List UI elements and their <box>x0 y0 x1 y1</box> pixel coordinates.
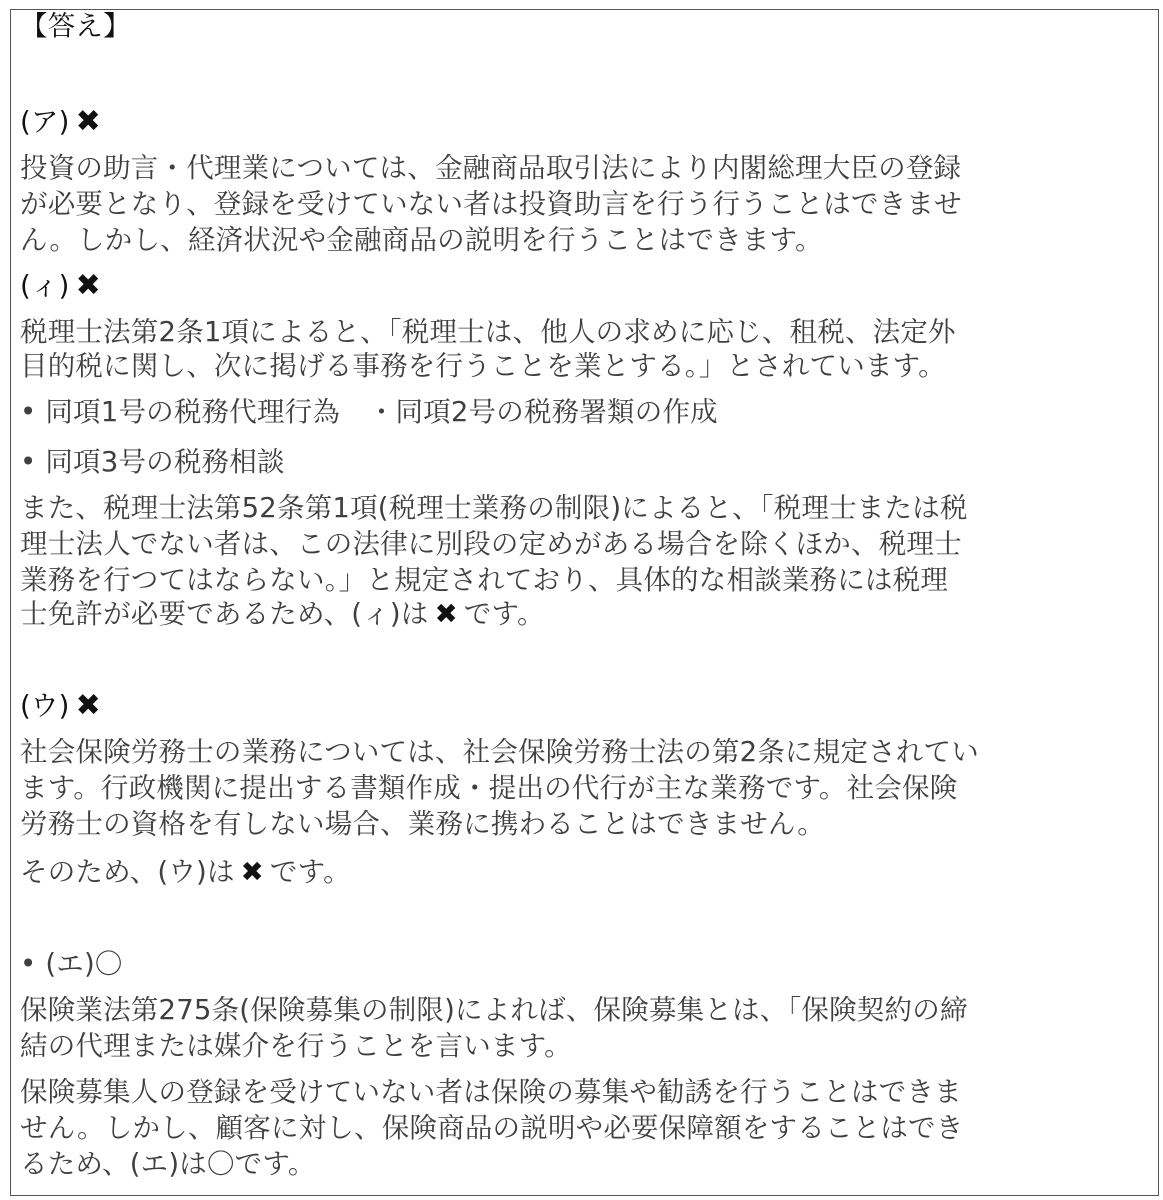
item-u-line-1: 社会保険労務士の業務については、社会保険労務士法の第2条に規定されてい <box>20 736 979 768</box>
item-i-para2-line-3: 業務を行つてはならない。」と規定されており、具体的な相談業務には税理 <box>20 564 949 596</box>
item-u-line-2: ます。行政機関に提出する書類作成・提出の代行が主な業務です。社会保険 <box>20 772 958 804</box>
item-i-label: (ィ) ✖ <box>20 268 101 303</box>
item-a-line-2: が必要となり、登録を受けていない者は投資助言を行う行うことはできませ <box>20 188 962 220</box>
item-i-para2-line-2: 理士法人でない者は、この法律に別段の定めがある場合を除くほか、税理士 <box>20 528 962 560</box>
item-u-line-3: 労務士の資格を有しない場合、業務に携わることはできません。 <box>20 808 825 840</box>
item-i-line-2: 目的税に関し、次に掲げる事務を行うことを業とする。」とされています。 <box>20 350 946 382</box>
item-i-para2-line-1: また、税理士法第52条第1項(税理士業務の制限)によると、「税理士または税 <box>20 492 968 524</box>
item-i-line-1: 税理士法第2条1項によると、「税理士は、他人の求めに応じ、租税、法定外 <box>20 316 956 348</box>
x-mark-icon: ✖ <box>75 688 101 723</box>
item-i-bullet-1: • 同項1号の税務代理行為 ・同項2号の税務署類の作成 <box>20 396 718 428</box>
answer-heading: 【答え】 <box>20 10 131 42</box>
item-e-para2-line-3: るため、(エ)は〇です。 <box>20 1148 316 1180</box>
item-i-bullet-2: • 同項3号の税務相談 <box>20 446 285 478</box>
x-mark-icon: ✖ <box>434 598 458 630</box>
item-e-label: • (エ)〇 <box>20 948 123 980</box>
item-e-para2-line-1: 保険募集人の登録を受けていない者は保険の募集や勧誘を行うことはできま <box>20 1076 962 1108</box>
x-mark-icon: ✖ <box>75 104 101 139</box>
item-a-line-1: 投資の助言・代理業については、金融商品取引法により内閣総理大臣の登録 <box>20 152 962 184</box>
item-e-line-2: 結の代理または媒介を行うことを言います。 <box>20 1030 572 1062</box>
item-e-line-1: 保険業法第275条(保険募集の制限)によれば、保険募集とは、「保険契約の締 <box>20 994 968 1026</box>
item-a-label: (ア) ✖ <box>20 104 101 139</box>
item-u-conclusion: そのため、(ウ)は ✖ です。 <box>20 856 351 888</box>
item-a-line-3: ん。しかし、経済状況や金融商品の説明を行うことはできます。 <box>20 224 823 256</box>
item-e-para2-line-2: せん。しかし、顧客に対し、保険商品の説明や必要保障額をすることはでき <box>20 1112 964 1144</box>
item-i-para2-line-4: 士免許が必要であるため、(ィ)は ✖ です。 <box>20 598 545 630</box>
x-mark-icon: ✖ <box>75 268 101 303</box>
item-u-label: (ウ) ✖ <box>20 688 101 723</box>
x-mark-icon: ✖ <box>240 856 264 888</box>
